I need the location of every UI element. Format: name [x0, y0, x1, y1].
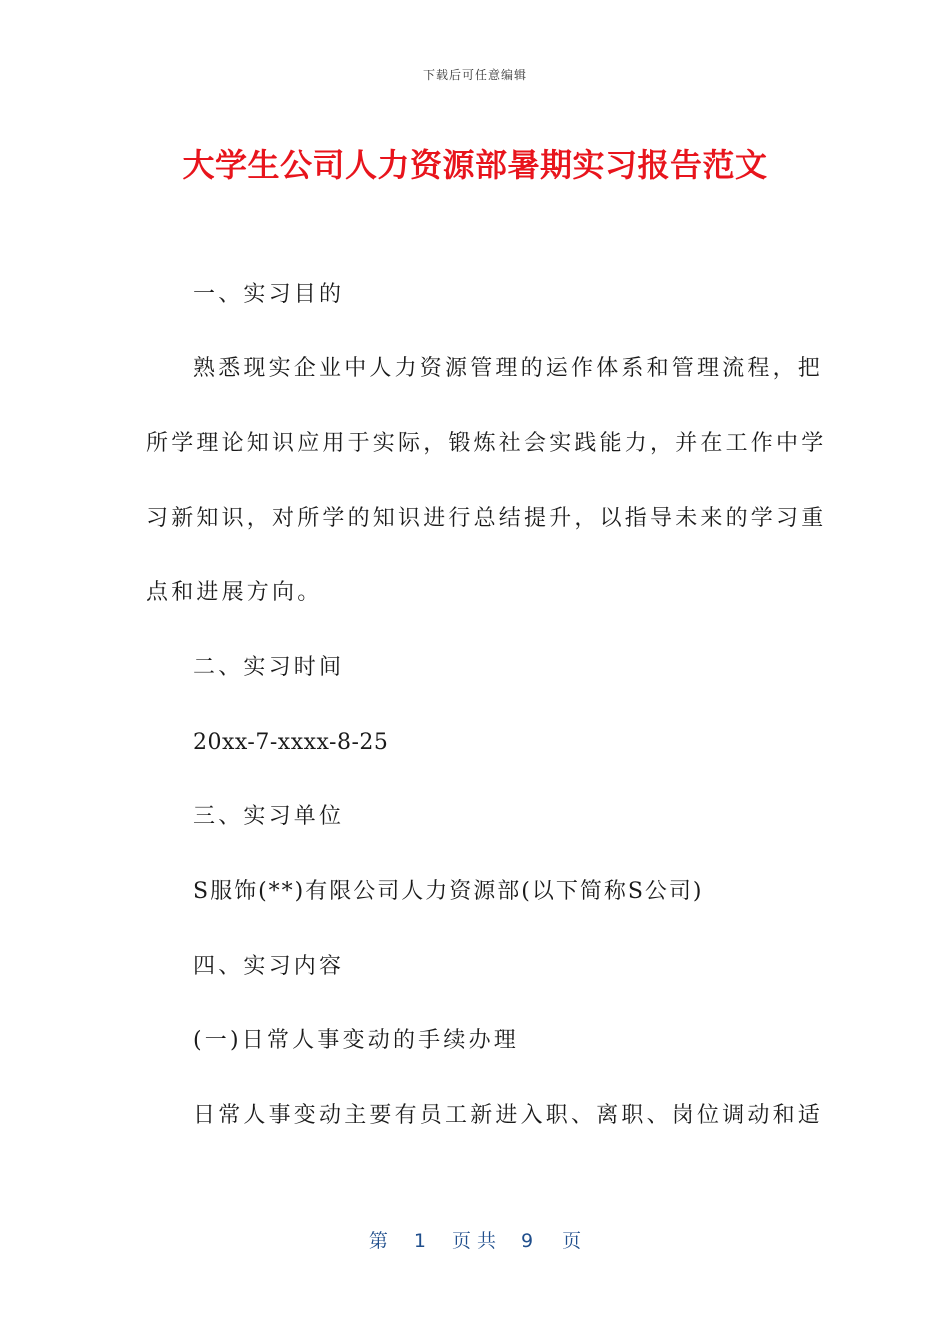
body-line: 熟悉现实企业中人力资源管理的运作体系和管理流程，把 — [193, 356, 824, 381]
page-footer — [0, 1226, 950, 1253]
body-line: 日常人事变动主要有员工新进入职、离职、岗位调动和适 — [193, 1103, 824, 1128]
section-heading-purpose: 一、实习目的 — [193, 282, 345, 307]
internship-unit: S服饰(**)有限公司人力资源部(以下简称S公司) — [193, 879, 704, 904]
page-label-suffix: 页 — [562, 1230, 582, 1252]
subsection-heading: (一)日常人事变动的手续办理 — [193, 1028, 519, 1053]
total-pages-number: 9 — [521, 1230, 534, 1252]
body-line: 点和进展方向。 — [146, 580, 323, 605]
section-heading-time: 二、实习时间 — [193, 655, 345, 680]
body-line: 习新知识，对所学的知识进行总结提升，以指导未来的学习重 — [146, 506, 827, 531]
section-heading-content: 四、实习内容 — [193, 954, 345, 979]
section-heading-unit: 三、实习单位 — [193, 804, 345, 829]
page-label-middle: 页共 — [451, 1230, 502, 1252]
current-page-number: 1 — [413, 1230, 426, 1252]
internship-dates: 20xx-7-xxxx-8-25 — [193, 730, 389, 755]
body-line: 所学理论知识应用于实际，锻炼社会实践能力，并在工作中学 — [146, 431, 827, 456]
header-note: 下载后可任意编辑 — [422, 68, 527, 82]
page-label-prefix: 第 — [368, 1230, 388, 1252]
document-title: 大学生公司人力资源部暑期实习报告范文 — [182, 146, 768, 184]
